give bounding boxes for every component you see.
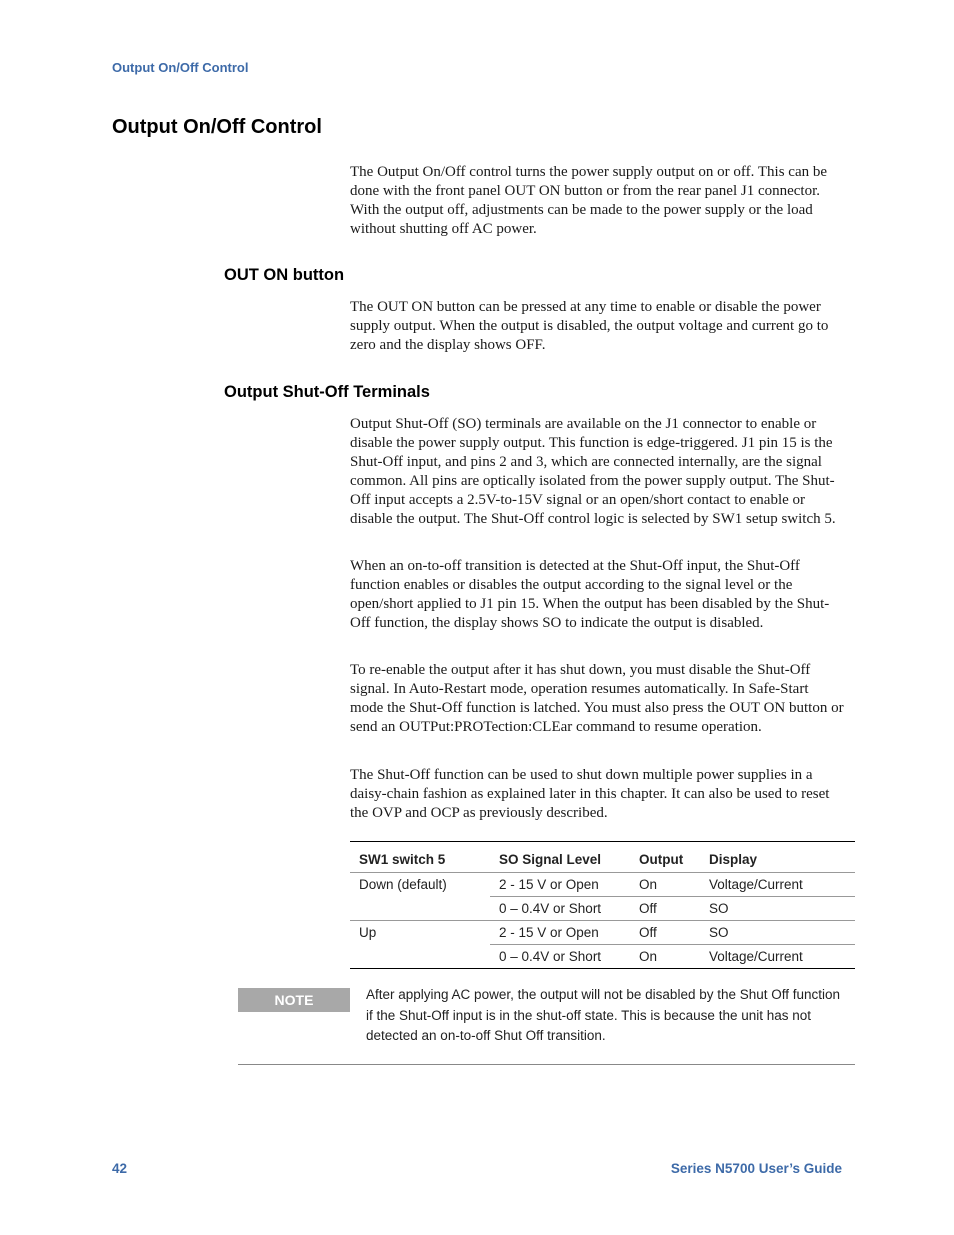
out-on-paragraph: The OUT ON button can be pressed at any time to enable or disable the power supply output. When the output is disabled, the output voltage and current go to zero and the display shows OFF. (350, 299, 829, 353)
table-cell: Voltage/Current (700, 945, 855, 969)
shutoff-paragraph-2: When an on-to-off transition is detected at the Shut-Off input, the Shut-Off function enables or disables the output according to the signal level or the open/short applied to J1 pin 15. When the output has been disabled by the Shut-Off function, the display shows SO to indicate the output is disabled. (350, 558, 830, 631)
table-header-cell: SO Signal Level (490, 842, 630, 873)
table-cell: Up (359, 925, 377, 941)
intro-paragraph: The Output On/Off control turns the power supply output on or off. This can be done with the front panel OUT ON button or from the rear panel J1 connector. With the output off, adjustments can be made to the power supply or the load without shutting off AC power. (350, 164, 828, 237)
table-row (350, 945, 855, 969)
note-text: After applying AC power, the output will not be disabled by the Shut Off function if the Shut-Off input is in the shut-off state. This is because the unit has not detected an on-to-off Shut Off transition. (366, 987, 841, 1043)
shutoff-paragraph-4: The Shut-Off function can be used to shut down multiple power supplies in a daisy-chain fashion as explained later in this chapter. It can also be used to reset the OVP and OCP as previously described. (350, 767, 830, 821)
table-cell: On (630, 873, 700, 897)
table-cell: Voltage/Current (700, 873, 855, 897)
table-cell (350, 897, 490, 921)
page-title: Output On/Off Control (112, 116, 322, 138)
guide-title: Series N5700 User’s Guide (670, 1161, 842, 1176)
out-on-heading: OUT ON button (224, 266, 345, 284)
page-number: 42 (112, 1161, 128, 1176)
shutoff-paragraph-1: Output Shut-Off (SO) terminals are available on the J1 connector to enable or disable the power supply output. This function is edge-triggered. J1 pin 15 is the Shut-Off input, and pins 2 and 3, which are connected internally, are the signal common. All pins are optically isolated from the power supply output. The Shut-Off input accepts a 2.5V-to-15V signal or an open/short contact to enable or disable the output. The Shut-Off control logic is selected by SW1 setup switch 5. (350, 416, 836, 527)
table-header-cell: Display (700, 842, 855, 873)
table-cell: Off (630, 921, 700, 945)
table-cell: 0 – 0.4V or Short (490, 945, 630, 969)
table-cell: Down (default) (359, 877, 447, 893)
table-cell: SO (700, 897, 855, 921)
shutoff-heading: Output Shut-Off Terminals (224, 383, 430, 401)
sw1-switch-table (350, 841, 855, 969)
table-cell: 2 - 15 V or Open (490, 873, 630, 897)
table-row (350, 921, 855, 945)
running-header: Output On/Off Control (112, 60, 249, 75)
table-row (350, 873, 855, 897)
table-header-cell: Output (630, 842, 700, 873)
table-cell (350, 945, 490, 969)
note-badge: NOTE (238, 988, 350, 1012)
table-cell: On (630, 945, 700, 969)
table-cell: 0 – 0.4V or Short (490, 897, 630, 921)
note-divider (238, 1064, 855, 1065)
table-cell: SO (700, 921, 855, 945)
table-cell: Off (630, 897, 700, 921)
shutoff-paragraph-3: To re-enable the output after it has shut down, you must disable the Shut-Off signal. In Auto-Restart mode, operation resumes automatically. In Safe-Start mode the Shut-Off function is latched. You must also press the OUT ON button or send an OUTPut:PROTection:CLEar command to resume operation. (350, 662, 844, 735)
table-cell: 2 - 15 V or Open (490, 921, 630, 945)
table-header-cell: SW1 switch 5 (350, 842, 490, 873)
table-row (350, 897, 855, 921)
table-header-row (350, 842, 855, 873)
